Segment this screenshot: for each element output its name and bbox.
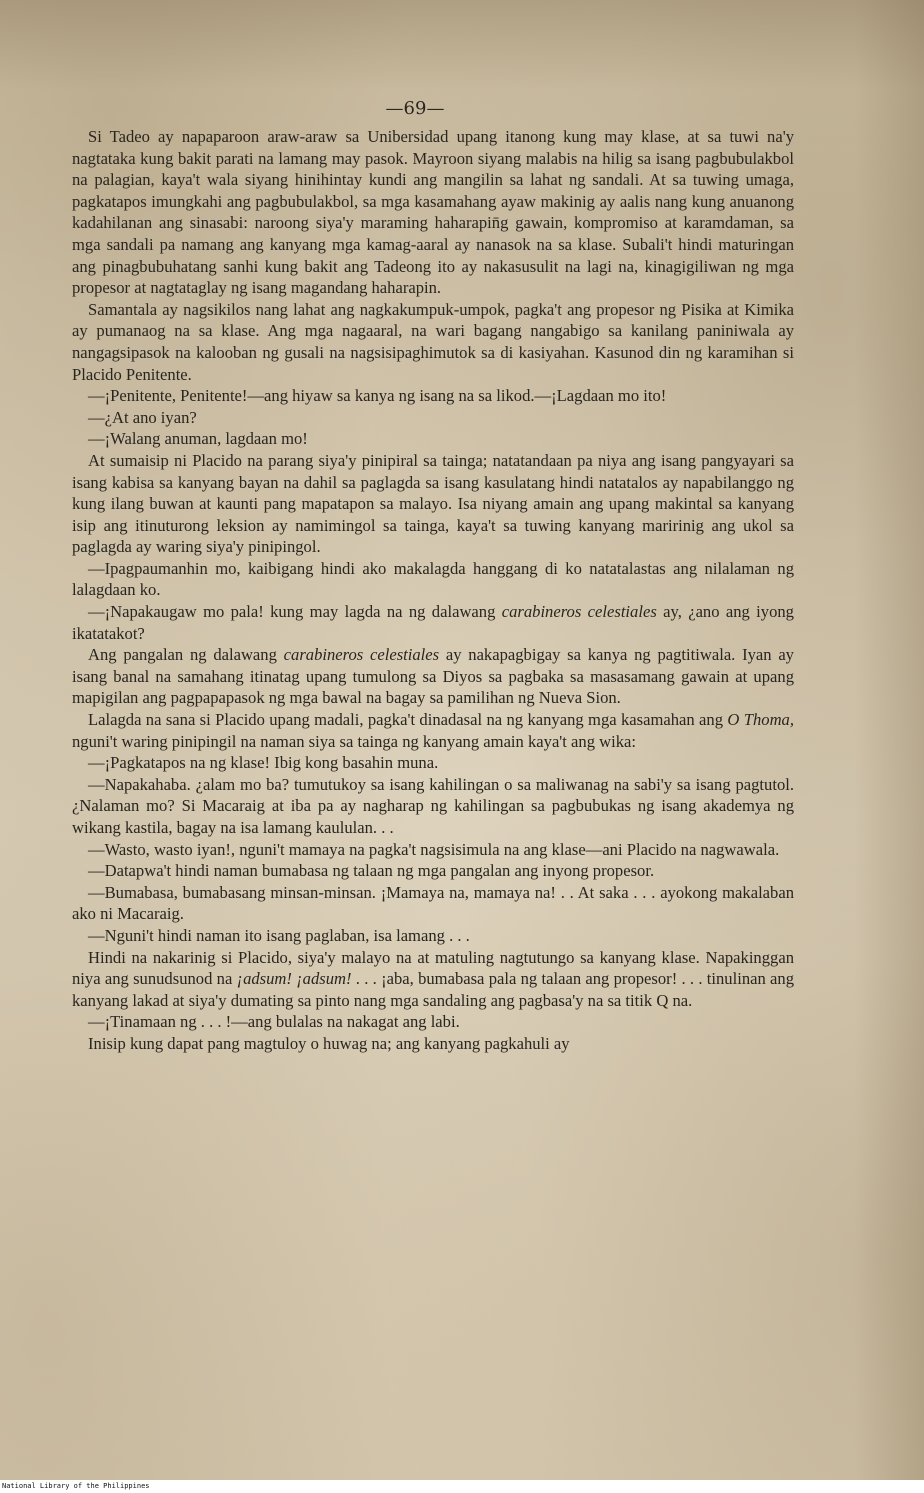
- paragraph: [72, 601, 794, 644]
- italic-phrase: ¡adsum! ¡adsum!: [236, 969, 352, 989]
- page-stain-right: [854, 0, 924, 1480]
- paragraph: At sumaisip ni Placido na parang siya'y pinipiral sa tainga; natatandaan pa niya ang isang pangyayari sa isang kabisa sa kanyang bayan na dahil sa paglagda sa isang kasulatang hindi natatalos ay napabilanggo ng kung ilang buwan at kaunti pang mapatapon sa malayo. Isa niyang amain ang upang makintal sa kanyang isip ang itinuturong leksion ay namimingol sa tainga, kaya't sa tuwing kanyang maririnig ang ukol sa paglagda ay waring siya'y pinipingol.: [72, 450, 794, 557]
- paragraph: [72, 709, 794, 752]
- paragraph-text: —¡Napakaugaw mo pala! kung may lagda na ng dalawang: [88, 602, 502, 622]
- paragraph-text: nguni't waring pinipingil na naman siya sa tainga ng kanyang amain kaya't ang wika:: [72, 731, 637, 751]
- paragraph: Samantala ay nagsikilos nang lahat ang nagkakumpuk-umpok, pagka't ang propesor ng Pisika at Kimika ay pumanaog na sa klase. Ang mga nagaaral, na wari bagang nangabigo sa kanilang paniniwala ay nangagsipasok na kalooban ng gusali na nagsisipaghimutok sa di kasiyahan. Kasunod din ng karamihan si Placido Penitente.: [72, 299, 794, 384]
- paragraph: —¿At ano iyan?: [88, 407, 197, 427]
- paragraph: —¡Penitente, Penitente!—ang hiyaw sa kanya ng isang na sa likod.—¡Lagdaan mo ito!: [88, 386, 667, 406]
- page-number: —69—: [385, 98, 445, 119]
- paragraph-text: ay, ¿ano ang iyong ikatatakot?: [72, 602, 794, 643]
- paragraph-text: Lalagda na sana si Placido upang madali, pagka't dinadasal na ng kanyang mga kasamahan ang: [88, 710, 728, 730]
- paragraph: —¡Walang anuman, lagdaan mo!: [88, 429, 308, 449]
- paragraph-text: . . . ¡aba, bumabasa pala ng talaan ang propesor! . . . tinulinan ang kanyang lakad at siya'y dumating sa pinto nang mga sandaling ang pagbasa'y na sa titik Q na.: [72, 969, 795, 1010]
- paragraph: —Wasto, wasto iyan!, nguni't mamaya na pagka't nagsisimula na ang klase—ani Placido na nagwawala.: [88, 839, 780, 859]
- paragraph: —¡Pagkatapos na ng klase! Ibig kong basahin muna.: [88, 753, 439, 773]
- paragraph-text: ay nakapagbigay sa kanya ng pagtitiwala. Iyan ay isang banal na samahang itinatag upang tumulong sa Diyos sa pagbaka sa masasamang gawain at upang mapigilan ang pagpapapasok ng mga bawal na bagay sa pamilihan ng Nueva Sion.: [72, 645, 794, 708]
- paragraph: —Napakahaba. ¿alam mo ba? tumutukoy sa isang kahilingan o sa maliwanag na sabi'y sa isang pagtutol. ¿Nalaman mo? Si Macaraig at iba pa ay nagharap ng kahilingan sa pagbubukas ng isang akademya ng wikang kastila, bagay na isa lamang kaululan. . .: [72, 774, 794, 837]
- paragraph: —Nguni't hindi naman ito isang paglaban, isa lamang . . .: [88, 925, 470, 945]
- italic-phrase: O Thoma,: [727, 710, 794, 730]
- paragraph: [72, 947, 794, 1012]
- paragraph-text: Ang pangalan ng dalawang: [88, 645, 284, 665]
- paragraph-text: Hindi na nakarinig si Placido, siya'y malayo na at matuling nagtutungo sa kanyang klase. Napakinggan niya ang sunudsunod na: [72, 947, 794, 989]
- paragraph: —Datapwa't hindi naman bumabasa ng talaan ng mga pangalan ang inyong propesor.: [88, 861, 655, 881]
- paragraph: Si Tadeo ay napaparoon araw-araw sa Unibersidad upang itanong kung may klase, at sa tuwi na'y nagtataka kung bakit parati na lamang may pasok. Mayroon siyang malabis na hilig sa isang pagbubulakbol na palagian, kaya't wala siyang hinihintay kundi ang mangilin sa lahat ng sandali. At sa tuwing umaga, pagkatapos imungkahi ang pagbubulakbol, sa mga kasamahang ayaw makinig ay aalis nang kung anuanong kadahilanan ang sinasabi: naroong siya'y maraming haharapin̄g gawain, kompromiso at karamdaman, sa mga sandali pa namang ang kanyang mga kamag-aaral ay nanasok na sa klase. Subali't hindi maturingan ang pinagbubuhatang sanhi kung bakit ang Tadeong ito ay nakasusulit na lagi na, kinagigiliwan ng mga propesor at nagtataglay ng isang magandang haharapin.: [72, 127, 794, 298]
- paragraph: Inisip kung dapat pang magtuloy o huwag na; ang kanyang pagkahuli ay: [88, 1033, 570, 1053]
- paragraph: [72, 644, 794, 709]
- footer-credit: National Library of the Philippines: [2, 1482, 150, 1490]
- body-text: [72, 126, 794, 1055]
- paragraph: —Bumabasa, bumabasang minsan-minsan. ¡Mamaya na, mamaya na! . . At saka . . . ayokong makalaban ako ni Macaraig.: [72, 882, 794, 924]
- paragraph: —Ipagpaumanhin mo, kaibigang hindi ako makalagda hanggang di ko natatalastas ang nilalaman ng lalagdaan ko.: [72, 558, 794, 600]
- italic-phrase: carabineros celestiales: [501, 602, 657, 622]
- paragraph: —¡Tinamaan ng . . . !—ang bulalas na nakagat ang labi.: [88, 1012, 460, 1032]
- page-stain-top: [0, 0, 924, 90]
- italic-phrase: carabineros celestiales: [283, 645, 440, 665]
